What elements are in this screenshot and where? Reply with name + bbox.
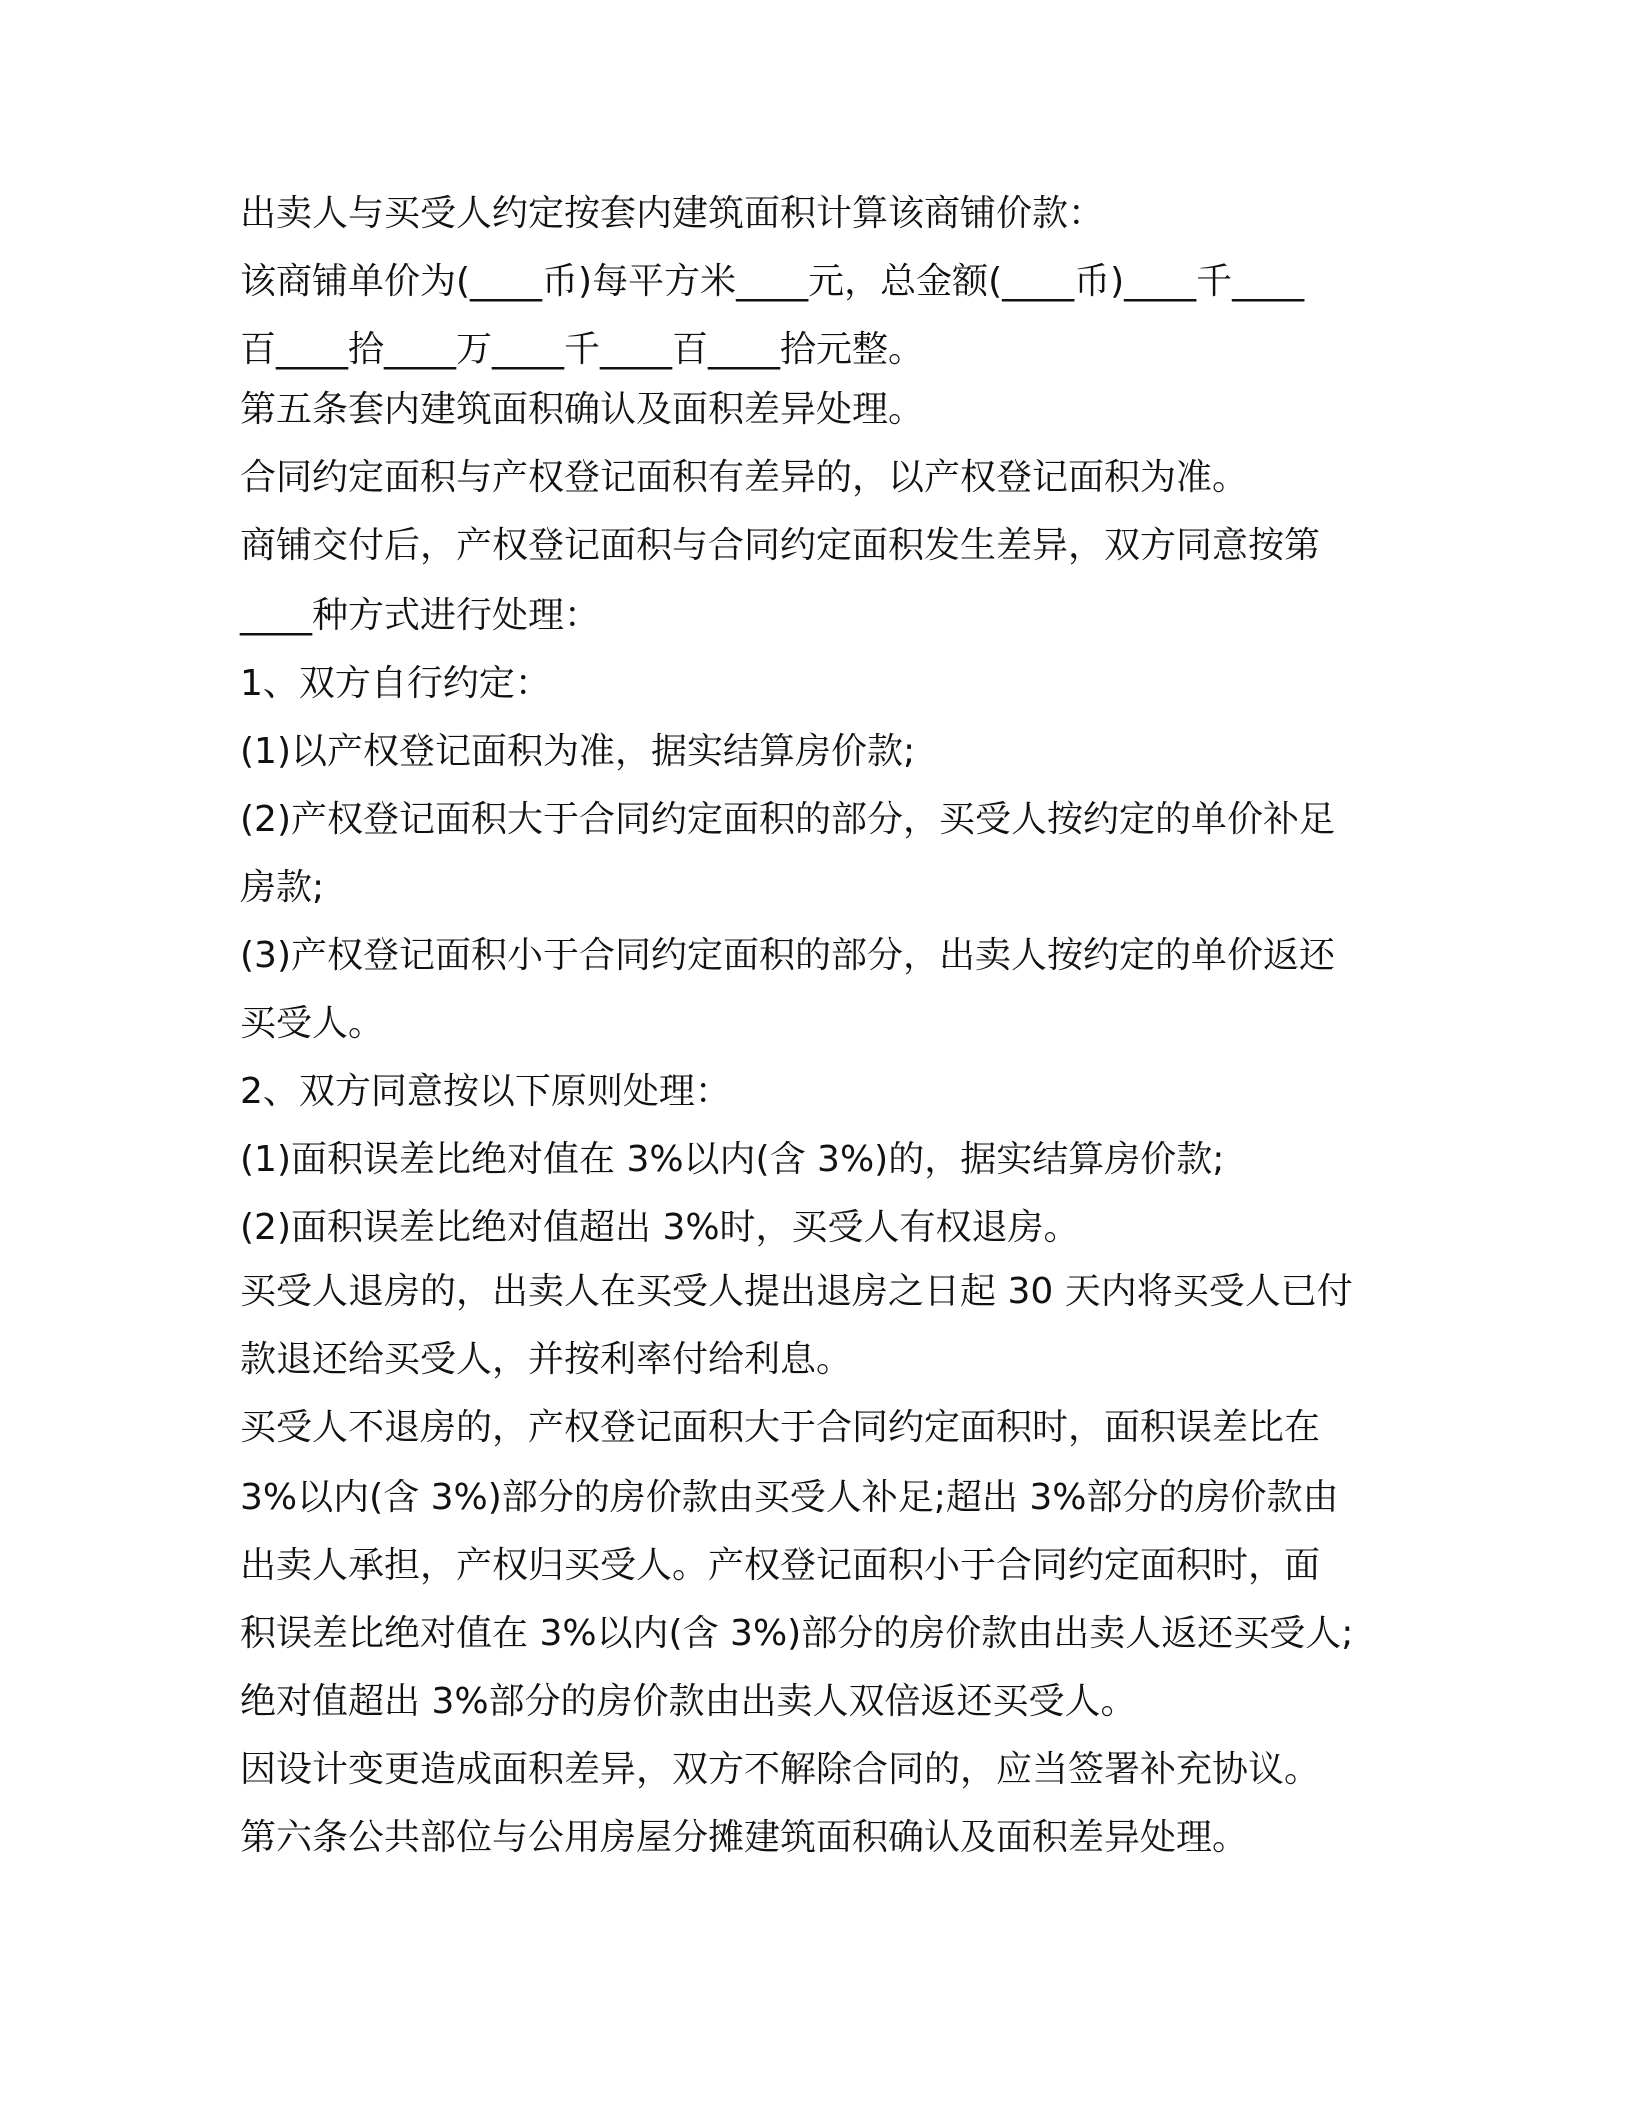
text-line: 因设计变更造成面积差异，双方不解除合同的，应当签署补充协议。 xyxy=(240,1749,1321,1790)
list-item: (3)产权登记面积小于合同约定面积的部分，出卖人按约定的单价返还 xyxy=(240,935,1335,976)
text-line: 买受人不退房的，产权登记面积大于合同约定面积时，面积误差比在 xyxy=(240,1407,1321,1448)
list-heading: 2、双方同意按以下原则处理： xyxy=(240,1071,731,1112)
text-line: 该商铺单价为(____币)每平方米____元，总金额(____币)____千____ xyxy=(240,261,1305,302)
text-line: 百____拾____万____千____百____拾元整。 xyxy=(240,329,925,370)
text-line: 买受人退房的，出卖人在买受人提出退房之日起 30 天内将买受人已付 xyxy=(240,1271,1353,1312)
list-item: (2)产权登记面积大于合同约定面积的部分，买受人按约定的单价补足 xyxy=(240,799,1335,840)
list-heading: 1、双方自行约定： xyxy=(240,663,551,704)
list-item: (2)面积误差比绝对值超出 3%时，买受人有权退房。 xyxy=(240,1207,1080,1248)
text-line: 3%以内(含 3%)部分的房价款由买受人补足;超出 3%部分的房价款由 xyxy=(240,1477,1339,1518)
text-line: 积误差比绝对值在 3%以内(含 3%)部分的房价款由出卖人返还买受人; xyxy=(240,1613,1354,1654)
text-line: 出卖人与买受人约定按套内建筑面积计算该商铺价款： xyxy=(240,193,1105,234)
text-line: 合同约定面积与产权登记面积有差异的，以产权登记面积为准。 xyxy=(240,457,1249,498)
text-line: 出卖人承担，产权归买受人。产权登记面积小于合同约定面积时，面 xyxy=(240,1545,1321,1586)
text-line: ____种方式进行处理： xyxy=(240,595,601,636)
text-line: 款退还给买受人，并按利率付给利息。 xyxy=(240,1339,853,1380)
document-body xyxy=(240,190,1400,1862)
section-heading: 第六条公共部位与公用房屋分摊建筑面积确认及面积差异处理。 xyxy=(240,1817,1249,1858)
text-line: 商铺交付后，产权登记面积与合同约定面积发生差异，双方同意按第 xyxy=(240,525,1321,566)
section-heading: 第五条套内建筑面积确认及面积差异处理。 xyxy=(240,389,925,430)
text-line: 房款; xyxy=(240,867,325,908)
list-item: (1)以产权登记面积为准，据实结算房价款; xyxy=(240,731,916,772)
text-line: 买受人。 xyxy=(240,1003,385,1044)
text-line: 绝对值超出 3%部分的房价款由出卖人双倍返还买受人。 xyxy=(240,1681,1137,1722)
list-item: (1)面积误差比绝对值在 3%以内(含 3%)的，据实结算房价款; xyxy=(240,1139,1225,1180)
